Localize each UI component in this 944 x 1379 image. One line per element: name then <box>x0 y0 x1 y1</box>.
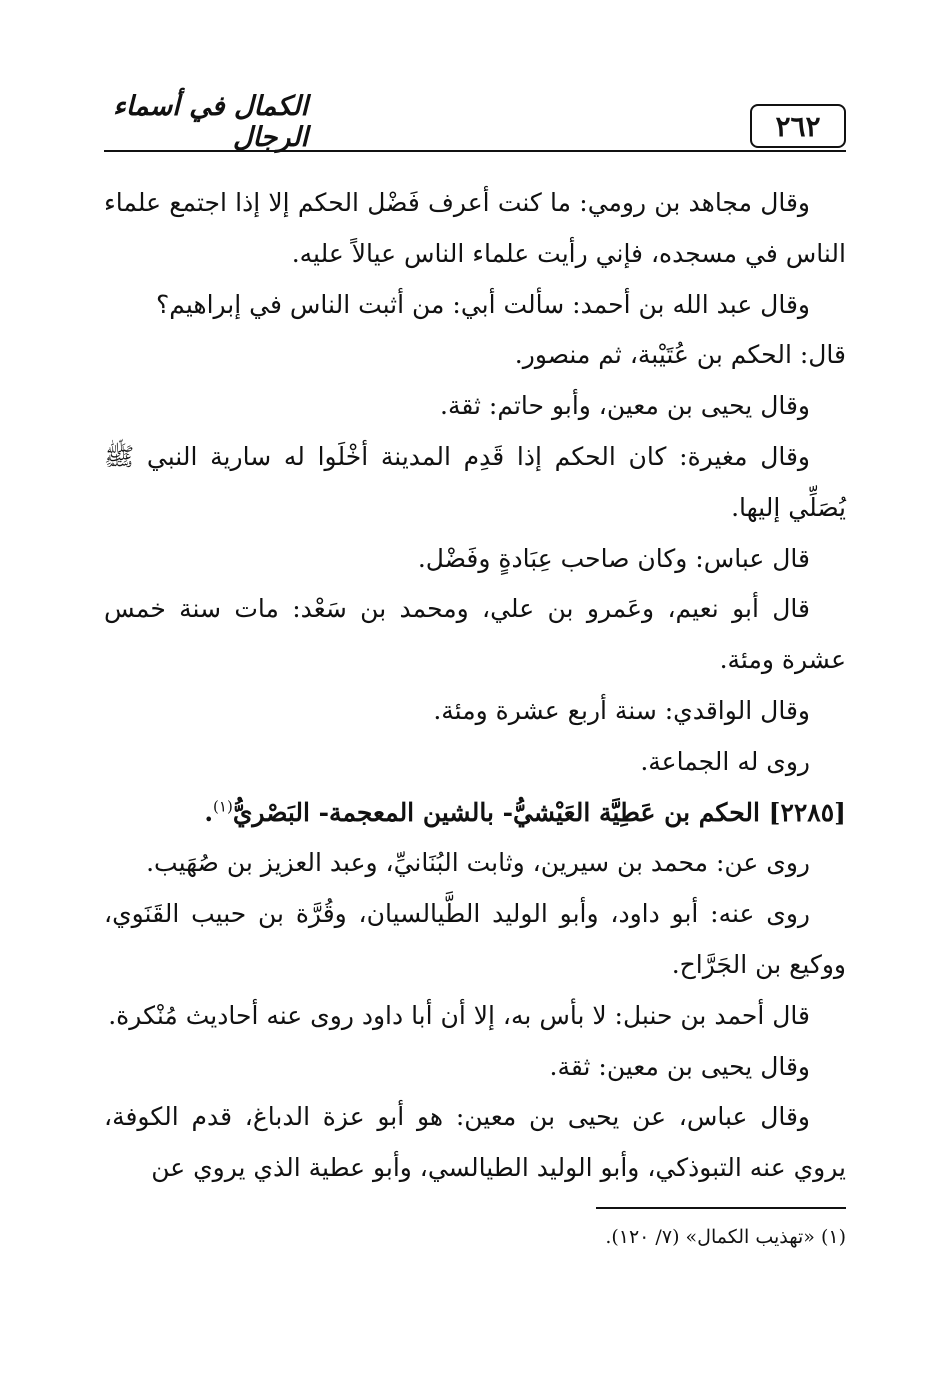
paragraph: وقال يحيى بن معين، وأبو حاتم: ثقة. <box>440 391 810 421</box>
running-title: الكمال في أسماء الرجال <box>113 91 308 153</box>
paragraph: وقال مجاهد بن رومي: ما كنت أعرف فَضْل الحكم إلا إذا اجتمع علماء الناس في مسجده، فإني رأيت علماء الناس عيالاً عليه. <box>104 188 846 268</box>
paragraph: وقال عباس، عن يحيى بن معين: هو أبو عزة الدباغ، قدم الكوفة، يروي عنه التبوذكي، وأبو الوليد الطيالسي، وأبو عطية الذي يروي عن <box>104 1102 846 1183</box>
paragraph: روى عنه: أبو داود، وأبو الوليد الطَّيالسيان، وقُرَّة بن حبيب القَنَوي، ووكيع بن الجَرَّاح. <box>104 899 846 979</box>
header-rule <box>104 150 846 152</box>
entry-heading: [٢٢٨٥] الحكم بن عَطِيَّة العَيْشيُّ- بالشين المعجمة- البَصْريُّ$^{(١)}$. <box>204 797 846 827</box>
entry-heading-text: [٢٢٨٥] الحكم بن عَطِيَّة العَيْشيُّ- بالشين المعجمة- البَصْريُّ <box>232 797 846 827</box>
footnote-rule <box>596 1207 846 1209</box>
paragraph: وقال مغيرة: كان الحكم إذا قَدِم المدينة أخْلَوا له سارية النبي ﷺ يُصَلِّي إليها. <box>104 441 846 522</box>
paragraph: قال أحمد بن حنبل: لا بأس به، إلا أن أبا داود روى عنه أحاديث مُنْكرة. <box>108 1000 810 1030</box>
paragraph: وقال الواقدي: سنة أربع عشرة ومئة. <box>433 695 810 725</box>
paragraph: قال عباس: وكان صاحب عِبَادةٍ وفَضْل. <box>417 543 810 573</box>
paragraph: وقال يحيى بن معين: ثقة. <box>549 1051 810 1081</box>
paragraph: قال أبو نعيم، وعَمرو بن علي، ومحمد بن سَعْد: مات سنة خمس عشرة ومئة. <box>104 594 846 675</box>
footnote: (١) «تهذيب الكمال» (٧/ ١٢٠). <box>605 1226 846 1248</box>
paragraph: قال: الحكم بن عُتَيْبة، ثم منصور. <box>514 340 846 370</box>
body-text <box>104 178 846 1194</box>
page-header <box>104 91 846 154</box>
footnote-ref[interactable]: (١) <box>213 797 233 816</box>
page-number: ٢٦٢ <box>750 104 846 148</box>
paragraph: وقال عبد الله بن أحمد: سألت أبي: من أثبت الناس في إبراهيم؟ <box>155 289 810 319</box>
paragraph: روى عن: محمد بن سيرين، وثابت البُنَانيِّ، وعبد العزيز بن صُهَيب. <box>146 848 810 878</box>
paragraph: روى له الجماعة. <box>640 746 810 776</box>
